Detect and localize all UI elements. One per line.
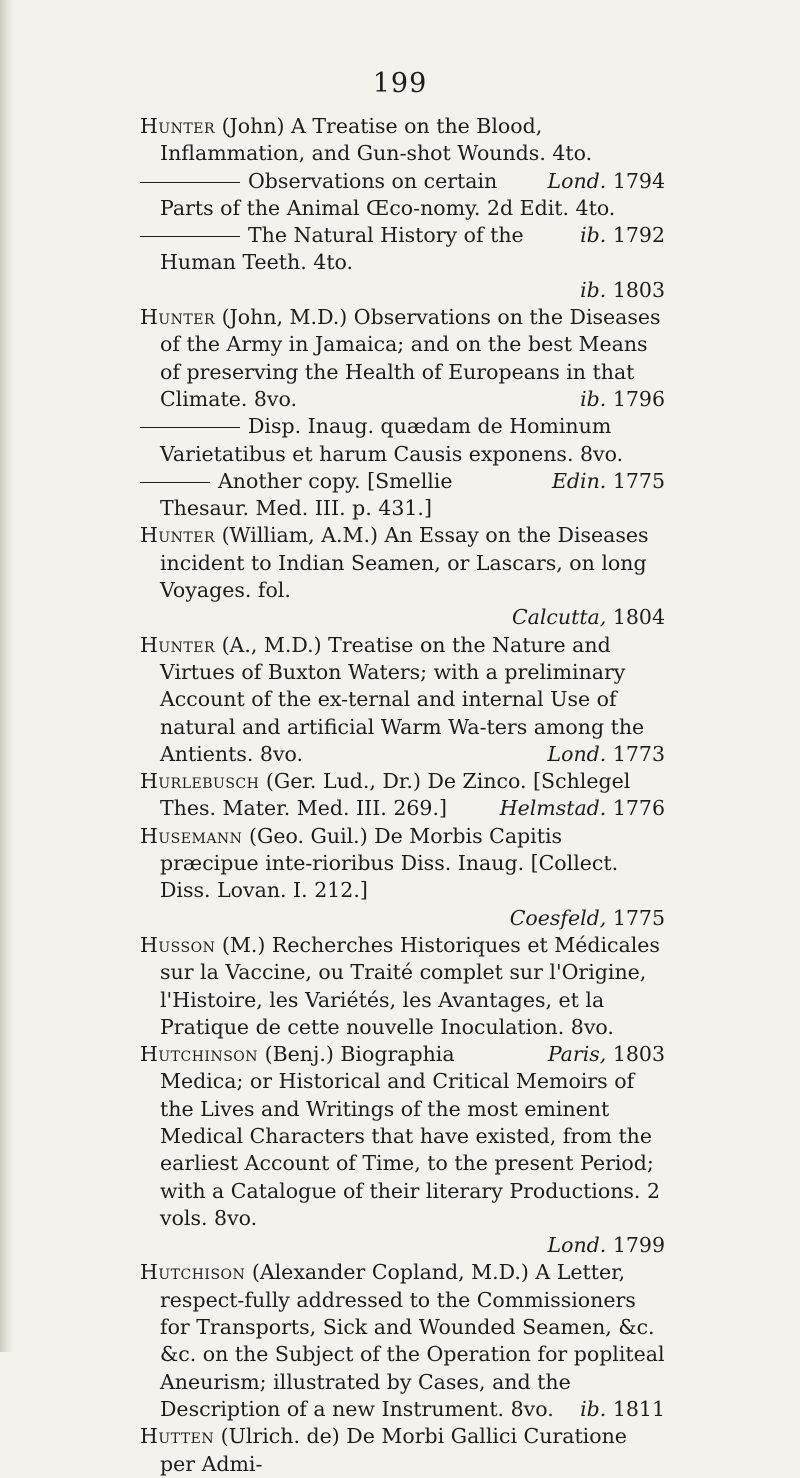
entry-hunter-john-teeth: The Natural History of the Human Teeth. 4to. ib. 1803 bbox=[140, 222, 665, 304]
ditto-dash bbox=[140, 182, 240, 183]
page-edge-shadow bbox=[0, 0, 14, 1352]
entry-husson: Husson (M.) Recherches Historiques et Médicales sur la Vaccine, ou Traité complet sur l'Origine, l'Histoire, les Variétés, les Avantages, et la Pratique de cette nouvelle Inoculation. 8vo. Paris, 1803 bbox=[140, 932, 665, 1067]
entry-hunter-another-copy: Another copy. [Smellie Thesaur. Med. III. p. 431.] bbox=[140, 468, 665, 523]
entry-husemann: Husemann (Geo. Guil.) De Morbis Capitis præcipue inte-rioribus Diss. Inaug. [Collect. Diss. Lovan. I. 212.] Coesfeld, 1775 bbox=[140, 823, 665, 930]
entry-hunter-william: Hunter (William, A.M.) An Essay on the Diseases incident to Indian Seamen, or Lascars, on long Voyages. fol. Calcutta, 1804 bbox=[140, 523, 665, 630]
entry-hunter-john-oeconomy: Observations on certain Parts of the Animal Œco-nomy. 2d Edit. 4to. ib. 1792 bbox=[140, 168, 665, 223]
entry-hurlebusch: Hurlebusch (Ger. Lud., Dr.) De Zinco. [Schlegel Thes. Mater. Med. III. 269.] Helmstad. 1776 bbox=[140, 769, 665, 821]
entry-hutten: Hutten (Ulrich. de) De Morbi Gallici Curatione per Admi- bbox=[140, 1424, 627, 1476]
ditto-dash bbox=[140, 482, 210, 483]
page-number: 199 bbox=[372, 68, 428, 99]
entry-hunter-john-blood: Hunter (John) A Treatise on the Blood, Inflammation, and Gun-shot Wounds. 4to. Lond. 1794 bbox=[140, 114, 665, 193]
entry-hutchison: Hutchison (Alexander Copland, M.D.) A Letter, respect-fully addressed to the Commissioners for Transports, Sick and Wounded Seamen, &c. &c. on the Subject of the Operation for popliteal Aneurism; illustrated by Cases, and the Description of a new Instrument. 8vo. ib. 1811 bbox=[140, 1260, 665, 1421]
catalogue-entries bbox=[140, 113, 665, 1478]
entry-hunter-john-md-jamaica: Hunter (John, M.D.) Observations on the Diseases of the Army in Jamaica; and on the best Means of preserving the Health of Europeans in that Climate. 8vo. ib. 1796 bbox=[140, 305, 665, 411]
ditto-dash bbox=[140, 236, 240, 237]
ditto-dash bbox=[140, 427, 240, 428]
entry-hunter-a-buxton: Hunter (A., M.D.) Treatise on the Nature and Virtues of Buxton Waters; with a preliminary Account of the ex-ternal and internal Use of natural and artificial Warm Wa-ters among the Antients. 8vo. Lond. 1773 bbox=[140, 632, 665, 766]
entry-hunter-john-md-disp: Disp. Inaug. quædam de Hominum Varietatibus et harum Causis exponens. 8vo. Edin. 1775 bbox=[140, 413, 665, 468]
entry-hutchinson: Hutchinson (Benj.) Biographia Medica; or Historical and Critical Memoirs of the Lives and Writings of the most eminent Medical Characters that have existed, from the earliest Account of Time, to the present Period; with a Catalogue of their literary Productions. 2 vols. 8vo. Lond. 1799 bbox=[140, 1042, 665, 1258]
